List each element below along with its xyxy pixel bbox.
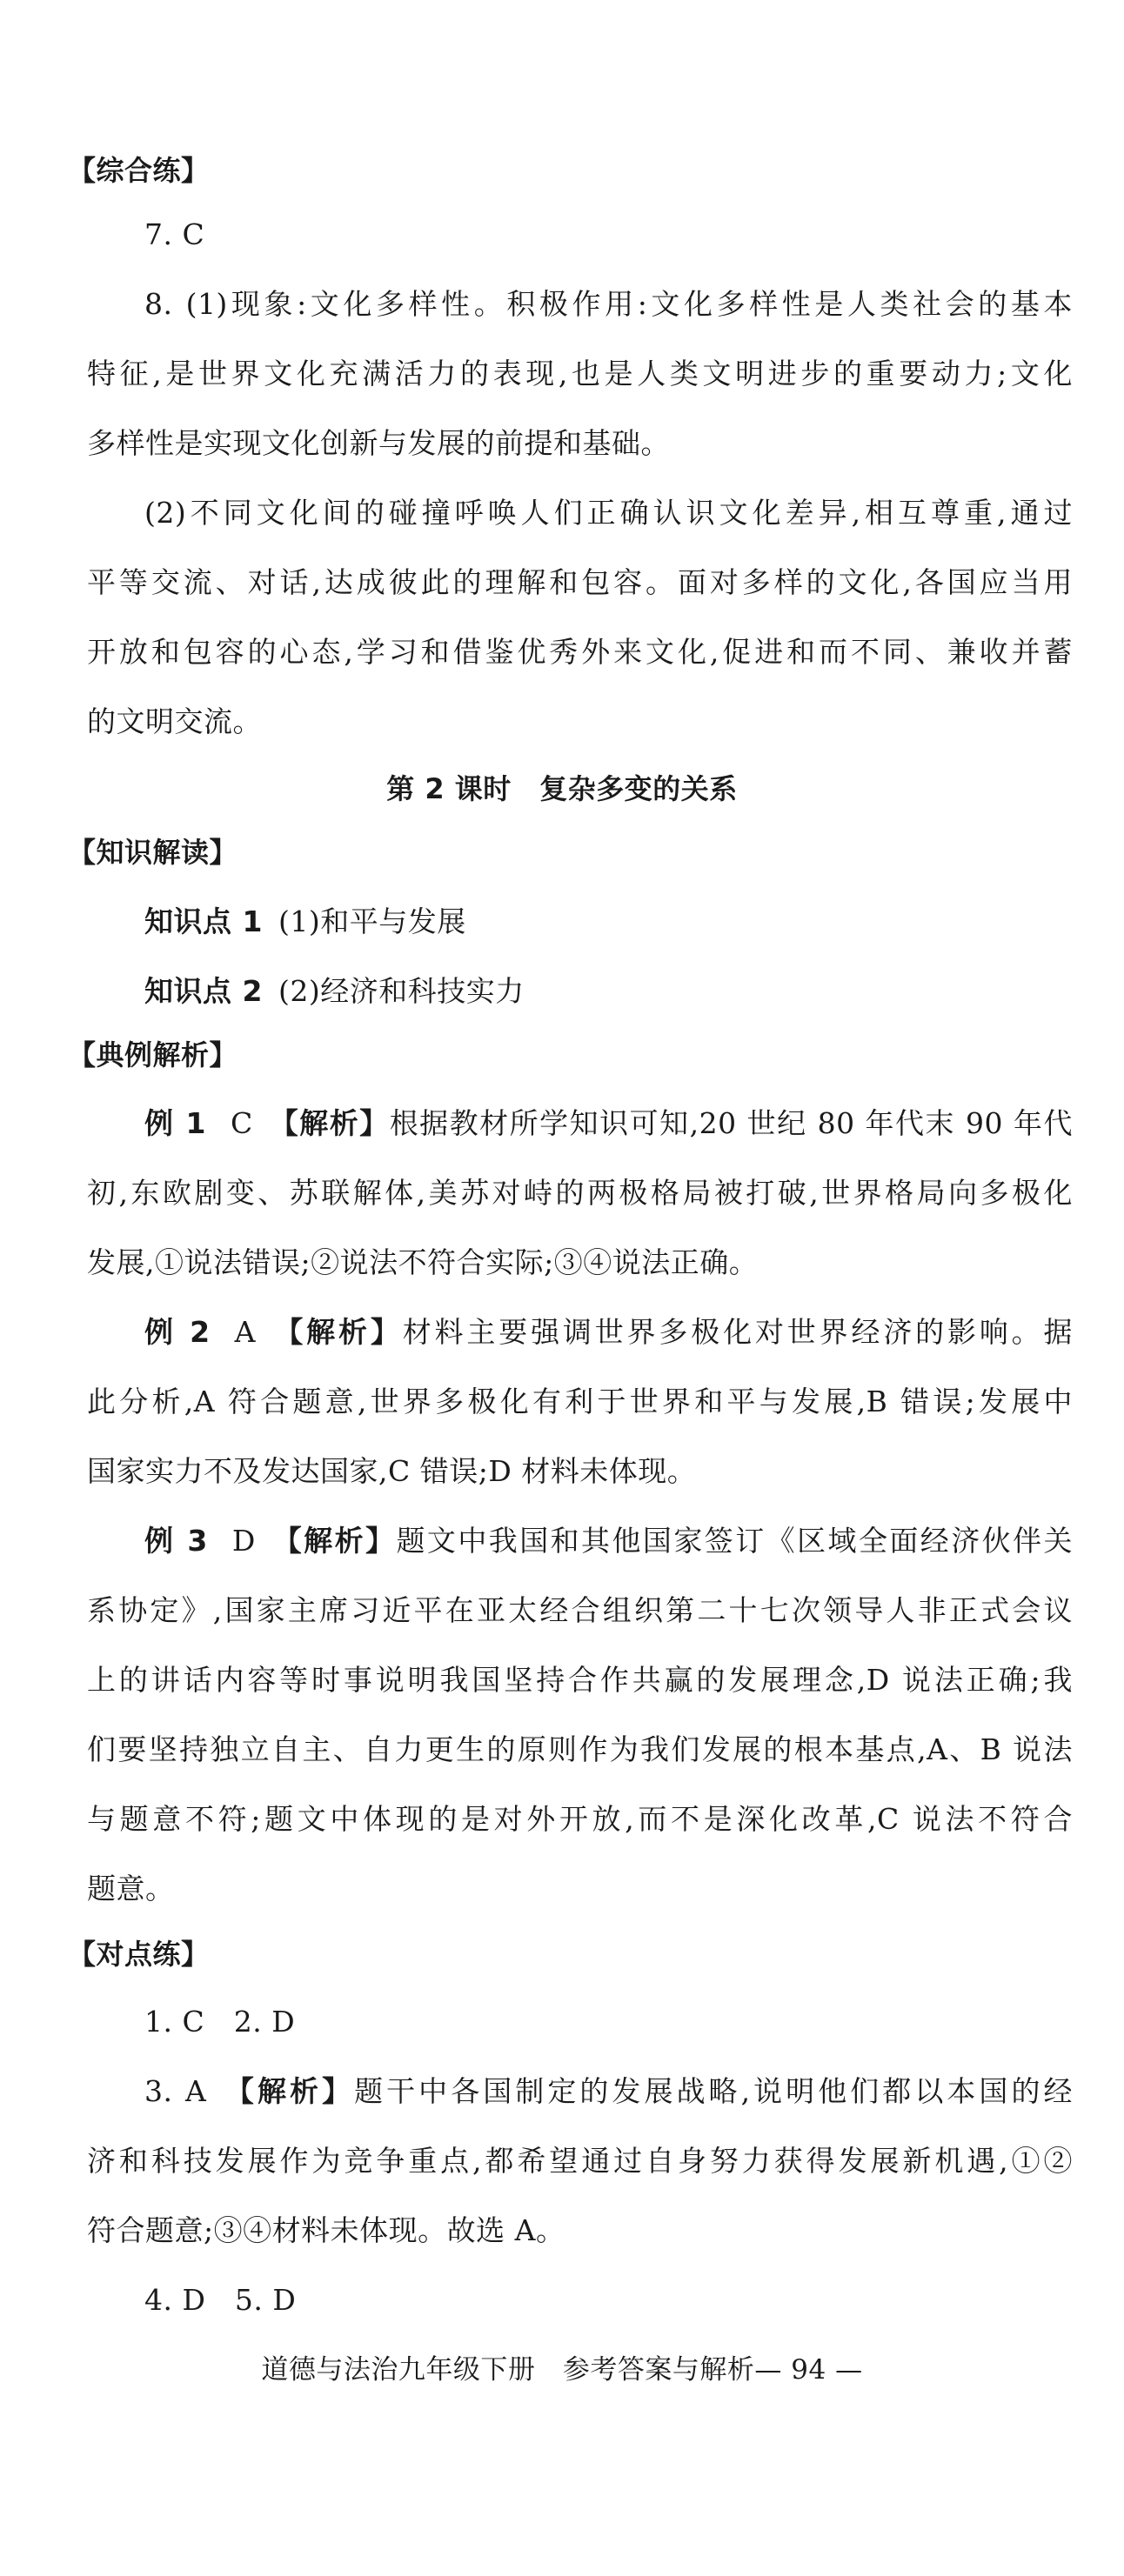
knowledge-point-2-text: (2)经济和科技实力	[278, 974, 525, 1008]
answer-q8-line4: (2)不同文化间的碰撞呼唤人们正确认识文化差异,相互尊重,通过	[144, 496, 1073, 530]
answer-q8-line5: 平等交流、对话,达成彼此的理解和包容。面对多样的文化,各国应当用	[87, 565, 1073, 599]
example-3-line2: 系协定》,国家主席习近平在亚太经合组织第二十七次领导人非正式会议	[87, 1593, 1073, 1627]
example-3-text1: 题文中我国和其他国家签订《区域全面经济伙伴关	[396, 1524, 1074, 1558]
knowledge-point-1	[144, 904, 466, 939]
example-3-label: 例 3	[144, 1524, 208, 1558]
section-heading-zonghelian: 【综合练】	[68, 154, 210, 187]
example-2-answer: A	[234, 1315, 256, 1349]
example-2-line3: 国家实力不及发达国家,C 错误;D 材料未体现。	[87, 1454, 697, 1488]
example-3-line3: 上的讲话内容等时事说明我国坚持合作共赢的发展理念,D 说法正确;我	[87, 1663, 1073, 1697]
practice-q1-q2: 1. C 2. D	[144, 2005, 296, 2039]
example-1-answer: C	[230, 1106, 253, 1140]
lesson-title: 第 2 课时 复杂多变的关系	[386, 772, 738, 805]
example-3-line4: 们要坚持独立自主、自力更生的原则作为我们发展的根本基点,A、B 说法	[87, 1732, 1073, 1766]
answer-q8-line1: 8. (1)现象:文化多样性。积极作用:文化多样性是人类社会的基本	[144, 287, 1073, 321]
example-1-text1: 根据教材所学知识可知,20 世纪 80 年代末 90 年代	[389, 1106, 1074, 1140]
knowledge-point-2	[144, 974, 525, 1009]
example-2-text1: 材料主要强调世界多极化对世界经济的影响。据	[402, 1315, 1074, 1349]
answer-q8-line3: 多样性是实现文化创新与发展的前提和基础。	[87, 426, 670, 460]
example-3-line5: 与题意不符;题文中体现的是对外开放,而不是深化改革,C 说法不符合	[87, 1802, 1073, 1836]
answer-q8-line2: 特征,是世界文化充满活力的表现,也是人类文明进步的重要动力;文化	[87, 357, 1073, 390]
practice-q3-line3: 符合题意;③④材料未体现。故选 A。	[87, 2213, 565, 2247]
example-3-tag: 【解析】	[271, 1524, 397, 1558]
page-footer: 道德与法治九年级下册 参考答案与解析— 94 —	[261, 2354, 863, 2386]
example-1-line3: 发展,①说法错误;②说法不符合实际;③④说法正确。	[87, 1245, 759, 1279]
example-3-line6: 题意。	[87, 1872, 175, 1905]
section-heading-duidianlian: 【对点练】	[68, 1938, 210, 1971]
example-2-tag: 【解析】	[271, 1315, 403, 1349]
example-3-line1	[144, 1524, 1073, 1558]
section-heading-zhishi-jiedu: 【知识解读】	[68, 836, 238, 869]
knowledge-point-1-label: 知识点 1	[144, 904, 263, 938]
practice-q4-q5: 4. D 5. D	[144, 2283, 297, 2317]
practice-q3-tag: 【解析】	[222, 2074, 355, 2108]
knowledge-point-2-label: 知识点 2	[144, 974, 263, 1008]
practice-q3-line1	[144, 2074, 1073, 2109]
example-2-line1	[144, 1315, 1073, 1350]
example-1-tag: 【解析】	[268, 1106, 390, 1140]
answer-q8-line6: 开放和包容的心态,学习和借鉴优秀外来文化,促进和而不同、兼收并蓄	[87, 635, 1073, 669]
knowledge-point-1-text: (1)和平与发展	[278, 904, 466, 938]
answer-q8-line7: 的文明交流。	[87, 704, 262, 738]
practice-q3-text1: 题干中各国制定的发展战略,说明他们都以本国的经	[354, 2074, 1074, 2108]
practice-q3-num: 3. A	[144, 2074, 207, 2108]
example-1-line1	[144, 1106, 1073, 1141]
example-3-answer: D	[231, 1524, 256, 1558]
section-heading-dianli-jiexi: 【典例解析】	[68, 1038, 238, 1071]
example-1-label: 例 1	[144, 1106, 206, 1140]
answer-q7: 7. C	[144, 217, 205, 251]
example-2-line2: 此分析,A 符合题意,世界多极化有利于世界和平与发展,B 错误;发展中	[87, 1385, 1073, 1418]
practice-q3-line2: 济和科技发展作为竞争重点,都希望通过自身努力获得发展新机遇,①②	[87, 2144, 1073, 2178]
example-1-line2: 初,东欧剧变、苏联解体,美苏对峙的两极格局被打破,世界格局向多极化	[87, 1176, 1073, 1210]
example-2-label: 例 2	[144, 1315, 211, 1349]
